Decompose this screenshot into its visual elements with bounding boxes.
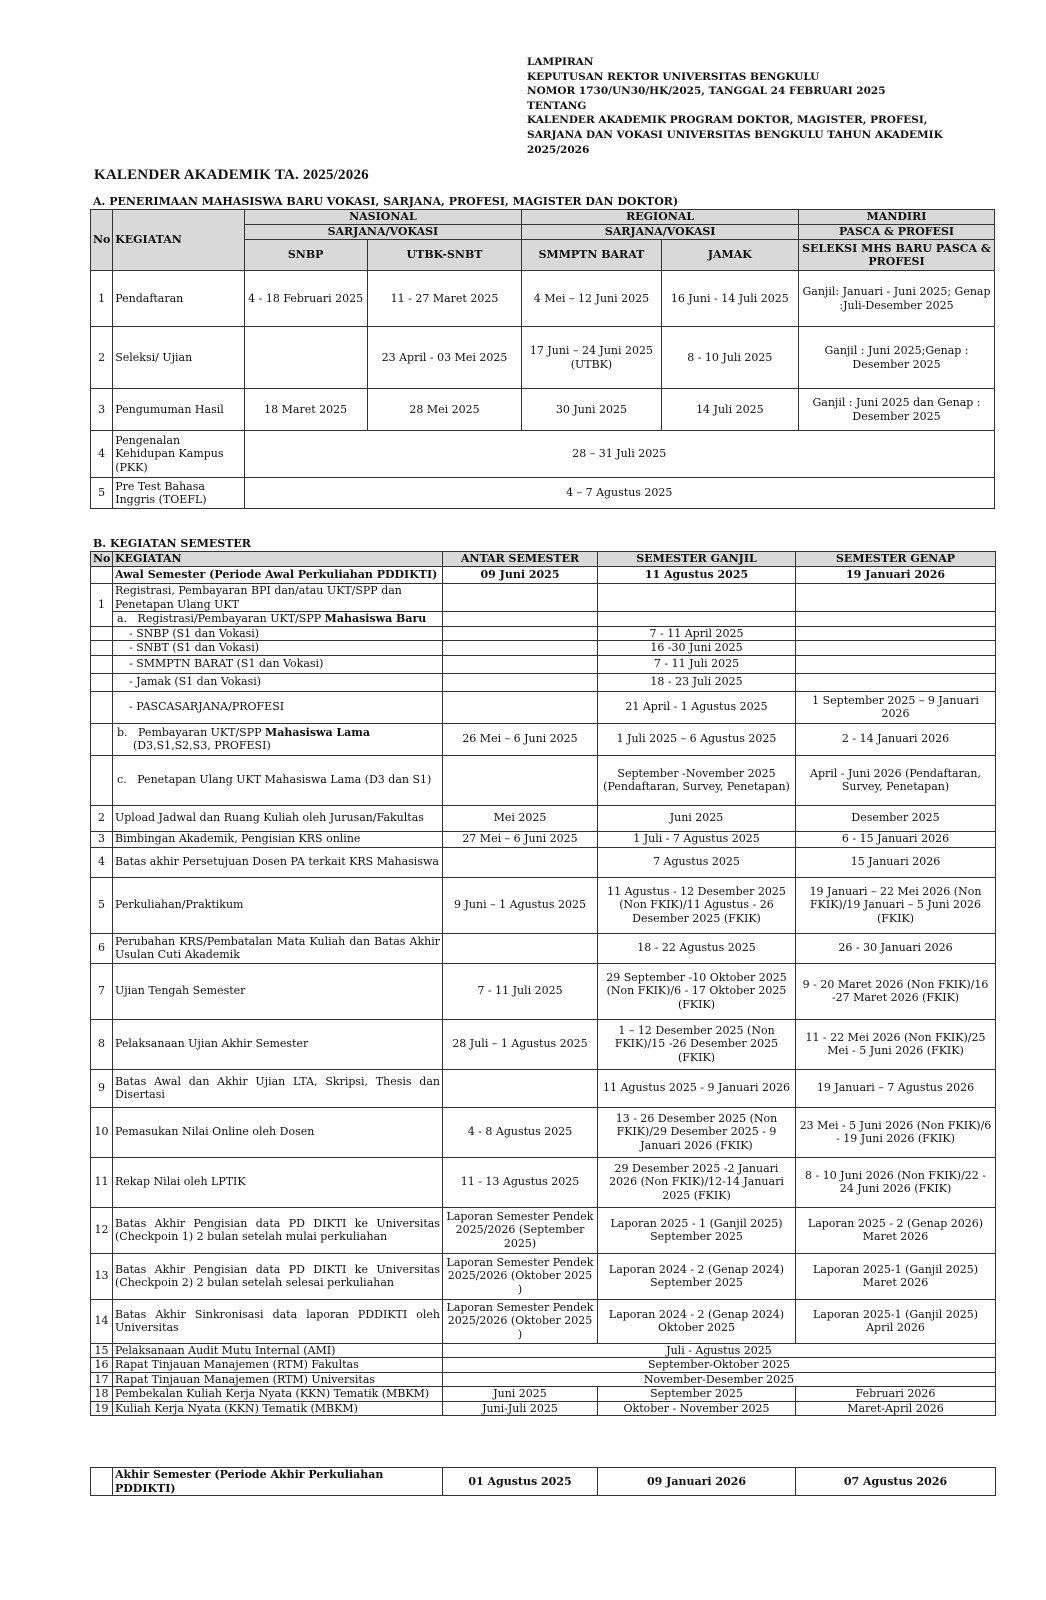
- lampiran-line: TENTANG: [527, 99, 587, 112]
- table-row: [91, 389, 995, 431]
- cell-antar: 09 Juni 2025: [443, 567, 598, 584]
- table-row: [91, 1343, 996, 1358]
- table-row: [91, 1299, 996, 1343]
- akhir-semester-label: Akhir Semester (Periode Akhir Perkuliahan PDDIKTI): [113, 1468, 443, 1496]
- table-row: [91, 1401, 996, 1416]
- cell-genap: 1 September 2025 – 9 Januari 2026: [796, 691, 996, 723]
- row-no: 6: [91, 933, 113, 963]
- row-kegiatan: Pre Test Bahasa Inggris (TOEFL): [113, 478, 244, 509]
- cell-genap: 26 - 30 Januari 2026: [796, 933, 996, 963]
- row-kegiatan: - SMMPTN BARAT (S1 dan Vokasi): [113, 655, 443, 673]
- cell-pkk-date: 28 – 31 Juli 2025: [244, 431, 994, 478]
- cell-antar: 01 Agustus 2025: [443, 1468, 598, 1496]
- row-kegiatan: Pembekalan Kuliah Kerja Nyata (KKN) Tematik (MBKM): [113, 1387, 443, 1402]
- row-kegiatan: Pelaksanaan Ujian Akhir Semester: [113, 1019, 443, 1069]
- cell-genap: Laporan 2025-1 (Ganjil 2025) April 2026: [796, 1299, 996, 1343]
- item-bold: Mahasiswa Lama: [265, 725, 371, 739]
- row-kegiatan: Batas Akhir Pengisian data PD DIKTI ke Universitas (Checkpoin 1) 2 bulan setelah mulai perkuliahan: [113, 1207, 443, 1253]
- cell-ganjil: Laporan 2024 - 2 (Genap 2024) Oktober 2025: [598, 1299, 796, 1343]
- row-kegiatan: Batas Akhir Pengisian data PD DIKTI ke Universitas (Checkpoin 2) 2 bulan setelah selesai perkuliahan: [113, 1253, 443, 1299]
- cell-utbk: 28 Mei 2025: [367, 389, 522, 431]
- row-kegiatan: Pemasukan Nilai Online oleh Dosen: [113, 1107, 443, 1157]
- row-kegiatan: Seleksi/ Ujian: [113, 327, 244, 389]
- row-kegiatan: [113, 723, 443, 755]
- cell-antar: 28 Juli – 1 Agustus 2025: [443, 1019, 598, 1069]
- cell-ganjil: 16 -30 Juni 2025: [598, 641, 796, 656]
- row-no: 2: [91, 327, 113, 389]
- cell-antar: Juni 2025: [443, 1387, 598, 1402]
- table-row: [91, 831, 996, 847]
- awal-semester-label: Awal Semester (Periode Awal Perkuliahan PDDIKTI): [113, 567, 443, 584]
- cell-antar: 4 - 8 Agustus 2025: [443, 1107, 598, 1157]
- item-prefix: a. Registrasi/Pembayaran UKT/SPP: [117, 612, 325, 625]
- semester-table: [90, 551, 996, 1416]
- row-kegiatan: Batas Akhir Sinkronisasi data laporan PDDIKTI oleh Universitas: [113, 1299, 443, 1343]
- cell-antar: 9 Juni – 1 Agustus 2025: [443, 877, 598, 933]
- cell-merged: November-Desember 2025: [443, 1372, 996, 1387]
- row-kegiatan: Batas Awal dan Akhir Ujian LTA, Skripsi, Thesis dan Disertasi: [113, 1069, 443, 1107]
- row-kegiatan: Rekap Nilai oleh LPTIK: [113, 1157, 443, 1207]
- item-bold: Mahasiswa Baru: [324, 612, 427, 625]
- cell-ganjil: 7 - 11 April 2025: [598, 626, 796, 641]
- row-no: 1: [91, 271, 113, 327]
- row-no: 3: [91, 831, 113, 847]
- cell-snbp: 4 - 18 Februari 2025: [244, 271, 367, 327]
- row-no: 8: [91, 1019, 113, 1069]
- cell-jamak: 8 - 10 Juli 2025: [661, 327, 798, 389]
- col-kegiatan: KEGIATAN: [113, 210, 244, 271]
- cell-antar: 27 Mei – 6 Juni 2025: [443, 831, 598, 847]
- cell-ganjil: 18 - 22 Agustus 2025: [598, 933, 796, 963]
- row-kegiatan: - Jamak (S1 dan Vokasi): [113, 673, 443, 691]
- cell-genap: 9 - 20 Maret 2026 (Non FKIK)/16 -27 Maret 2026 (FKIK): [796, 963, 996, 1019]
- row-no: 15: [91, 1343, 113, 1358]
- cell-antar: Laporan Semester Pendek 2025/2026 (Oktober 2025 ): [443, 1253, 598, 1299]
- row-kegiatan: Pengenalan Kehidupan Kampus (PKK): [113, 431, 244, 478]
- cell-utbk: 23 April - 03 Mei 2025: [367, 327, 522, 389]
- cell-antar: Mei 2025: [443, 805, 598, 831]
- cell-jamak: 16 Juni - 14 Juli 2025: [661, 271, 798, 327]
- cell-ganjil: 1 Juli 2025 – 6 Agustus 2025: [598, 723, 796, 755]
- cell-ganjil: 11 Agustus - 12 Desember 2025 (Non FKIK)/11 Agustus - 26 Desember 2025 (FKIK): [598, 877, 796, 933]
- row-kegiatan: Ujian Tengah Semester: [113, 963, 443, 1019]
- col-seleksi: SELEKSI MHS BARU PASCA & PROFESI: [799, 240, 995, 271]
- col-regional: REGIONAL: [522, 210, 799, 225]
- item-sub: (D3,S1,S2,S3, PROFESI): [133, 739, 271, 752]
- row-kegiatan: Pendaftaran: [113, 271, 244, 327]
- cell-antar: Laporan Semester Pendek 2025/2026 (Oktober 2025 ): [443, 1299, 598, 1343]
- lampiran-header: [527, 55, 967, 157]
- cell-antar: 11 - 13 Agustus 2025: [443, 1157, 598, 1207]
- row-no: 17: [91, 1372, 113, 1387]
- cell-genap: April - Juni 2026 (Pendaftaran, Survey, Penetapan): [796, 755, 996, 805]
- cell-genap: Desember 2025: [796, 805, 996, 831]
- cell-ganjil: 1 Juli - 7 Agustus 2025: [598, 831, 796, 847]
- table-row: [91, 1253, 996, 1299]
- cell-ganjil: September 2025: [598, 1387, 796, 1402]
- table-row: [91, 584, 996, 612]
- table-row: [91, 431, 995, 478]
- row-kegiatan: Upload Jadwal dan Ruang Kuliah oleh Jurusan/Fakultas: [113, 805, 443, 831]
- cell-genap: Februari 2026: [796, 1387, 996, 1402]
- cell-smmptn: 4 Mei – 12 Juni 2025: [522, 271, 661, 327]
- cell-ganjil: 09 Januari 2026: [598, 1468, 796, 1496]
- admission-table: [90, 209, 995, 509]
- row-kegiatan: - PASCASARJANA/PROFESI: [113, 691, 443, 723]
- table-row: [91, 655, 996, 673]
- table-row: [91, 847, 996, 877]
- row-kegiatan: [113, 612, 443, 627]
- cell-ganjil: 13 - 26 Desember 2025 (Non FKIK)/29 Desember 2025 - 9 Januari 2026 (FKIK): [598, 1107, 796, 1157]
- cell-genap: Laporan 2025-1 (Ganjil 2025) Maret 2026: [796, 1253, 996, 1299]
- table-row: [91, 723, 996, 755]
- col-mandiri: MANDIRI: [799, 210, 995, 225]
- cell-antar: 7 - 11 Juli 2025: [443, 963, 598, 1019]
- cell-genap: Laporan 2025 - 2 (Genap 2026) Maret 2026: [796, 1207, 996, 1253]
- cell-snbp: 18 Maret 2025: [244, 389, 367, 431]
- table-row: [91, 805, 996, 831]
- col-semester-ganjil: SEMESTER GANJIL: [598, 552, 796, 567]
- cell-ganjil: Oktober - November 2025: [598, 1401, 796, 1416]
- section-b-title: B. KEGIATAN SEMESTER: [93, 537, 251, 550]
- table-row: [91, 963, 996, 1019]
- table-row: [91, 271, 995, 327]
- row-kegiatan: Rapat Tinjauan Manajemen (RTM) Fakultas: [113, 1358, 443, 1373]
- row-kegiatan: - SNBP (S1 dan Vokasi): [113, 626, 443, 641]
- row-kegiatan: Pelaksanaan Audit Mutu Internal (AMI): [113, 1343, 443, 1358]
- row-no: 14: [91, 1299, 113, 1343]
- cell-genap: 8 - 10 Juni 2026 (Non FKIK)/22 - 24 Juni 2026 (FKIK): [796, 1157, 996, 1207]
- cell-ganjil: Juni 2025: [598, 805, 796, 831]
- row-no: 16: [91, 1358, 113, 1373]
- cell-ganjil: 29 September -10 Oktober 2025 (Non FKIK)/6 - 17 Oktober 2025 (FKIK): [598, 963, 796, 1019]
- table-row: [91, 1468, 996, 1496]
- col-utbk: UTBK-SNBT: [367, 240, 522, 271]
- row-no: 5: [91, 478, 113, 509]
- lampiran-line: KEPUTUSAN REKTOR UNIVERSITAS BENGKULU: [527, 70, 820, 83]
- table-row: [91, 1069, 996, 1107]
- col-smmptn: SMMPTN BARAT: [522, 240, 661, 271]
- col-no: No: [91, 552, 113, 567]
- cell-antar: [443, 933, 598, 963]
- table-row: [91, 691, 996, 723]
- cell-smmptn: 30 Juni 2025: [522, 389, 661, 431]
- cell-antar: Laporan Semester Pendek 2025/2026 (September 2025): [443, 1207, 598, 1253]
- row-kegiatan: Registrasi, Pembayaran BPI dan/atau UKT/SPP dan Penetapan Ulang UKT: [113, 584, 443, 612]
- lampiran-line: LAMPIRAN: [527, 56, 594, 68]
- row-no: 19: [91, 1401, 113, 1416]
- cell-genap: 07 Agustus 2026: [796, 1468, 996, 1496]
- table-row: [91, 673, 996, 691]
- table-row: [91, 1358, 996, 1373]
- table-row: [91, 327, 995, 389]
- cell-genap: 11 - 22 Mei 2026 (Non FKIK)/25 Mei - 5 Juni 2026 (FKIK): [796, 1019, 996, 1069]
- table-row: [91, 478, 995, 509]
- table-row: [91, 567, 996, 584]
- cell-ganjil: 1 – 12 Desember 2025 (Non FKIK)/15 -26 Desember 2025 (FKIK): [598, 1019, 796, 1069]
- cell-jamak: 14 Juli 2025: [661, 389, 798, 431]
- table-row: [91, 933, 996, 963]
- cell-ganjil: 29 Desember 2025 -2 Januari 2026 (Non FKIK)/12-14 Januari 2025 (FKIK): [598, 1157, 796, 1207]
- row-no: 18: [91, 1387, 113, 1402]
- col-sarjana-vokasi: SARJANA/VOKASI: [244, 225, 522, 240]
- cell-antar: Juni-Juli 2025: [443, 1401, 598, 1416]
- lampiran-line: 2025/2026: [527, 143, 590, 156]
- cell-ganjil: 18 - 23 Juli 2025: [598, 673, 796, 691]
- table-row: [91, 626, 996, 641]
- cell-ganjil: 7 Agustus 2025: [598, 847, 796, 877]
- cell-genap: 2 - 14 Januari 2026: [796, 723, 996, 755]
- cell-merged: September-Oktober 2025: [443, 1358, 996, 1373]
- cell-pasca: Ganjil : Juni 2025;Genap : Desember 2025: [799, 327, 995, 389]
- cell-merged: Juli - Agustus 2025: [443, 1343, 996, 1358]
- row-no: 13: [91, 1253, 113, 1299]
- col-semester-genap: SEMESTER GENAP: [796, 552, 996, 567]
- akhir-semester-table: [90, 1467, 996, 1496]
- row-no: 1: [91, 584, 113, 627]
- section-a-title: A. PENERIMAAN MAHASISWA BARU VOKASI, SARJANA, PROFESI, MAGISTER DAN DOKTOR): [93, 195, 679, 208]
- table-row: [91, 1157, 996, 1207]
- row-no: 5: [91, 877, 113, 933]
- cell-toefl-date: 4 – 7 Agustus 2025: [244, 478, 994, 509]
- lampiran-line: SARJANA DAN VOKASI UNIVERSITAS BENGKULU TAHUN AKADEMIK: [527, 128, 943, 141]
- row-kegiatan: - SNBT (S1 dan Vokasi): [113, 641, 443, 656]
- row-kegiatan: Kuliah Kerja Nyata (KKN) Tematik (MBKM): [113, 1401, 443, 1416]
- table-row: [91, 1387, 996, 1402]
- table-row: [91, 877, 996, 933]
- table-row: [91, 641, 996, 656]
- cell-snbp: [244, 327, 367, 389]
- cell-genap: 19 Januari – 22 Mei 2026 (Non FKIK)/19 Januari – 5 Juni 2026 (FKIK): [796, 877, 996, 933]
- row-no: 4: [91, 847, 113, 877]
- cell-ganjil: 11 Agustus 2025: [598, 567, 796, 584]
- cell-ganjil: 21 April - 1 Agustus 2025: [598, 691, 796, 723]
- col-sarjana-vokasi: SARJANA/VOKASI: [522, 225, 799, 240]
- row-kegiatan: Perkuliahan/Praktikum: [113, 877, 443, 933]
- cell-ganjil: 7 - 11 Juli 2025: [598, 655, 796, 673]
- row-no: 11: [91, 1157, 113, 1207]
- cell-ganjil: September -November 2025 (Pendaftaran, Survey, Penetapan): [598, 755, 796, 805]
- col-no: No: [91, 210, 113, 271]
- col-antar-semester: ANTAR SEMESTER: [443, 552, 598, 567]
- cell-genap: 19 Januari – 7 Agustus 2026: [796, 1069, 996, 1107]
- cell-antar: [443, 847, 598, 877]
- page-title: KALENDER AKADEMIK TA. 2025/2026: [94, 167, 369, 183]
- row-kegiatan: c. Penetapan Ulang UKT Mahasiswa Lama (D3 dan S1): [113, 755, 443, 805]
- cell-genap: 19 Januari 2026: [796, 567, 996, 584]
- lampiran-line: KALENDER AKADEMIK PROGRAM DOKTOR, MAGISTER, PROFESI,: [527, 114, 928, 127]
- item-prefix: b. Pembayaran UKT/SPP: [117, 725, 266, 739]
- cell-ganjil: Laporan 2024 - 2 (Genap 2024) September 2025: [598, 1253, 796, 1299]
- row-kegiatan: Bimbingan Akademik, Pengisian KRS online: [113, 831, 443, 847]
- cell-genap: 15 Januari 2026: [796, 847, 996, 877]
- row-kegiatan: Batas akhir Persetujuan Dosen PA terkait KRS Mahasiswa: [113, 847, 443, 877]
- row-no: 10: [91, 1107, 113, 1157]
- row-no: 12: [91, 1207, 113, 1253]
- col-snbp: SNBP: [244, 240, 367, 271]
- lampiran-line: NOMOR 1730/UN30/HK/2025, TANGGAL 24 FEBRUARI 2025: [527, 85, 886, 98]
- cell-pasca: Ganjil: Januari - Juni 2025; Genap :Juli-Desember 2025: [799, 271, 995, 327]
- table-row: [91, 1207, 996, 1253]
- row-no: 4: [91, 431, 113, 478]
- cell-ganjil: 11 Agustus 2025 - 9 Januari 2026: [598, 1069, 796, 1107]
- table-row: [91, 612, 996, 627]
- row-kegiatan: Pengumuman Hasil: [113, 389, 244, 431]
- row-no: 2: [91, 805, 113, 831]
- row-no: 3: [91, 389, 113, 431]
- cell-smmptn: 17 Juni – 24 Juni 2025 (UTBK): [522, 327, 661, 389]
- col-pasca-profesi: PASCA & PROFESI: [799, 225, 995, 240]
- row-no: 7: [91, 963, 113, 1019]
- row-no: 9: [91, 1069, 113, 1107]
- cell-utbk: 11 - 27 Maret 2025: [367, 271, 522, 327]
- table-row: [91, 1372, 996, 1387]
- col-nasional: NASIONAL: [244, 210, 522, 225]
- cell-genap: Maret-April 2026: [796, 1401, 996, 1416]
- row-kegiatan: Perubahan KRS/Pembatalan Mata Kuliah dan Batas Akhir Usulan Cuti Akademik: [113, 933, 443, 963]
- col-jamak: JAMAK: [661, 240, 798, 271]
- cell-pasca: Ganjil : Juni 2025 dan Genap : Desember 2025: [799, 389, 995, 431]
- table-row: [91, 1107, 996, 1157]
- cell-genap: 6 - 15 Januari 2026: [796, 831, 996, 847]
- table-row: [91, 1019, 996, 1069]
- table-row: [91, 755, 996, 805]
- cell-antar: [443, 1069, 598, 1107]
- cell-genap: 23 Mei - 5 Juni 2026 (Non FKIK)/6 - 19 Juni 2026 (FKIK): [796, 1107, 996, 1157]
- cell-antar: 26 Mei – 6 Juni 2025: [443, 723, 598, 755]
- cell-ganjil: Laporan 2025 - 1 (Ganjil 2025) September 2025: [598, 1207, 796, 1253]
- row-kegiatan: Rapat Tinjauan Manajemen (RTM) Universitas: [113, 1372, 443, 1387]
- col-kegiatan: KEGIATAN: [113, 552, 443, 567]
